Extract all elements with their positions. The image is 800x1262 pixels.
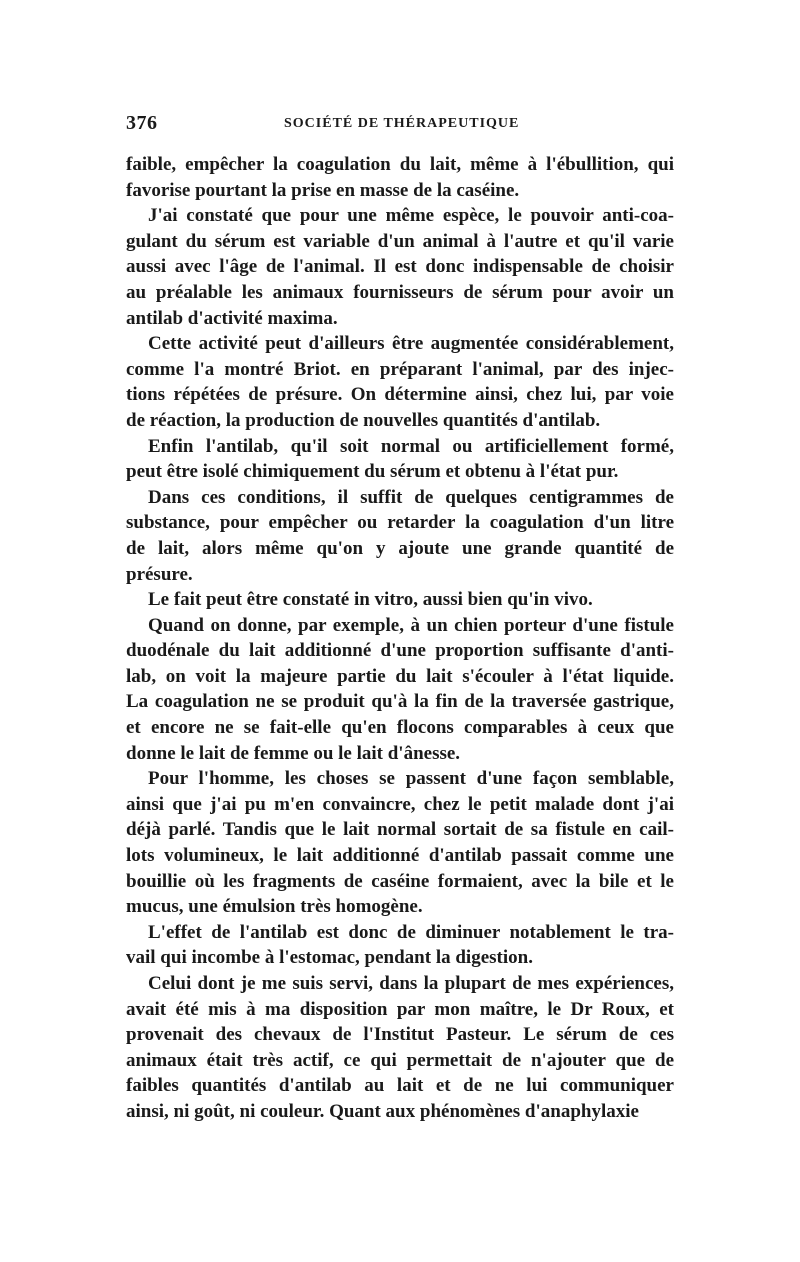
paragraph: [126, 920, 674, 971]
text-line: substance, pour empêcher ou retarder la coagulation d'un litre: [126, 512, 674, 534]
text-line: provenait des chevaux de l'Institut Pasteur. Le sérum de ces: [126, 1024, 674, 1046]
text-line: Cette activité peut d'ailleurs être augmentée considérablement,: [148, 333, 674, 355]
body-text: [126, 152, 674, 1125]
text-line: aussi avec l'âge de l'animal. Il est donc indispensable de choisir: [126, 256, 674, 278]
text-line: faible, empêcher la coagulation du lait, même à l'ébullition, qui: [126, 154, 674, 175]
text-line: duodénale du lait additionné d'une proportion suffisante d'anti-: [126, 640, 674, 662]
text-line: La coagulation ne se produit qu'à la fin de la traversée gastrique,: [126, 691, 674, 713]
text-line: bouillie où les fragments de caséine formaient, avec la bile et le: [126, 870, 674, 892]
text-line: vail qui incombe à l'estomac, pendant la digestion.: [126, 947, 533, 969]
paragraph: [126, 587, 674, 613]
text-line: tions répétées de présure. On détermine ainsi, chez lui, par voie: [126, 384, 674, 406]
text-line: et encore ne se fait-elle qu'en flocons comparables à ceux que: [126, 717, 674, 739]
text-line: au préalable les animaux fournisseurs de sérum pour avoir un: [126, 281, 674, 303]
text-line: Le fait peut être constaté in vitro, aussi bien qu'in vivo.: [148, 589, 593, 611]
text-line: de lait, alors même qu'on y ajoute une grande quantité de: [126, 537, 674, 559]
text-line: peut être isolé chimiquement du sérum et obtenu à l'état pur.: [126, 461, 619, 483]
text-line: L'effet de l'antilab est donc de diminuer notablement le tra-: [148, 921, 674, 943]
text-line: de réaction, la production de nouvelles quantités d'antilab.: [126, 409, 601, 431]
text-line: Dans ces conditions, il suffit de quelques centigrammes de: [148, 486, 674, 508]
text-line: antilab d'activité maxima.: [126, 307, 338, 329]
page-header: [126, 112, 674, 142]
text-line: mucus, une émulsion très homogène.: [126, 896, 423, 918]
running-head: SOCIÉTÉ DE THÉRAPEUTIQUE: [284, 116, 520, 131]
paragraph: [126, 766, 674, 920]
text-line: ainsi que j'ai pu m'en convaincre, chez le petit malade dont j'ai: [126, 793, 674, 815]
text-line: gulant du sérum est variable d'un animal à l'autre et qu'il varie: [126, 230, 674, 252]
paragraph: [126, 203, 674, 331]
text-line: favorise pourtant la prise en masse de la caséine.: [126, 179, 520, 201]
text-line: lab, on voit la majeure partie du lait s'écouler à l'état liquide.: [126, 665, 674, 687]
text-line: Celui dont je me suis servi, dans la plupart de mes expériences,: [148, 973, 674, 994]
text-line: J'ai constaté que pour une même espèce, le pouvoir anti-coa-: [148, 205, 674, 227]
text-line: Enfin l'antilab, qu'il soit normal ou artificiellement formé,: [148, 435, 674, 457]
text-line: animaux était très actif, ce qui permettait de n'ajouter que de: [126, 1049, 674, 1071]
paragraph: [126, 331, 674, 433]
text-line: Quand on donne, par exemple, à un chien porteur d'une fistule: [148, 614, 674, 636]
text-line: lots volumineux, le lait additionné d'antilab passait comme une: [126, 845, 674, 867]
text-line: présure.: [126, 563, 193, 585]
paragraph: [126, 971, 674, 1125]
text-line: Pour l'homme, les choses se passent d'une façon semblable,: [148, 768, 674, 790]
text-line: avait été mis à ma disposition par mon maître, le Dr Roux, et: [126, 998, 674, 1020]
paragraph: [126, 434, 674, 485]
text-line: donne le lait de femme ou le lait d'ânesse.: [126, 742, 461, 764]
text-line: ainsi, ni goût, ni couleur. Quant aux phénomènes d'anaphylaxie: [126, 1100, 639, 1122]
paragraph: [126, 152, 674, 203]
page-number: 376: [126, 112, 158, 134]
paragraph: [126, 613, 674, 767]
text-line: déjà parlé. Tandis que le lait normal sortait de sa fistule en cail-: [126, 819, 674, 841]
paragraph: [126, 485, 674, 587]
text-line: faibles quantités d'antilab au lait et de ne lui communiquer: [126, 1075, 674, 1097]
text-line: comme l'a montré Briot. en préparant l'animal, par des injec-: [126, 358, 674, 380]
